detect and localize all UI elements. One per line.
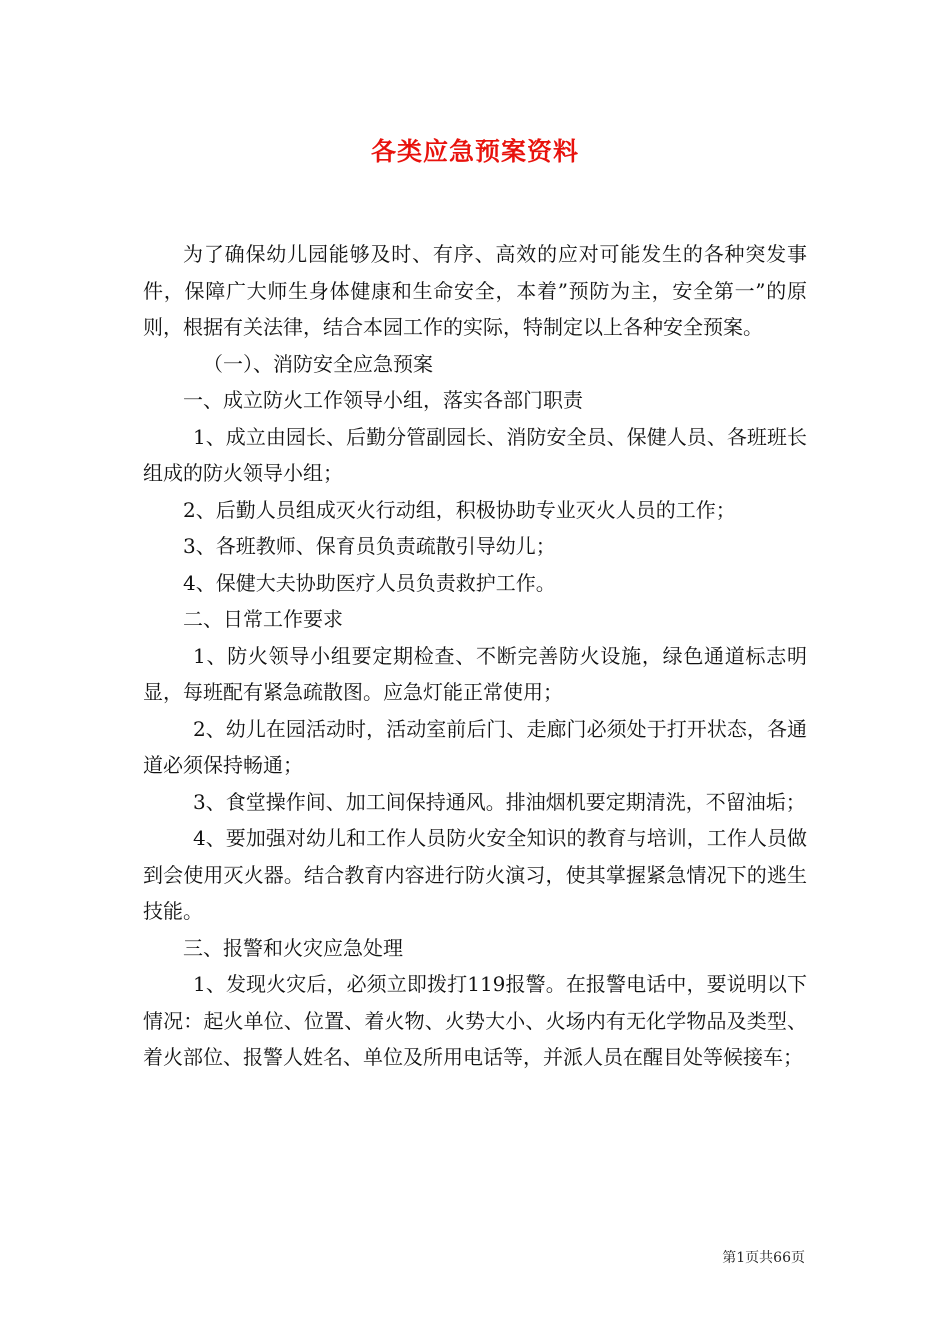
heading-daily-requirements: 二、日常工作要求 — [183, 607, 343, 631]
heading-leadership-group: 一、成立防火工作领导小组，落实各部门职责 — [183, 388, 583, 412]
list-item: 2、后勤人员组成灭火行动组，积极协助专业灭火人员的工作； — [183, 497, 736, 522]
paragraph-intro: 为了确保幼儿园能够及时、有序、高效的应对可能发生的各种突发事件，保障广大师生身体健康和生命安全，本着”预防为主，安全第一”的原则，根据有关法律，结合本园工作的实际，特制定以上各种安全预案。 — [143, 242, 807, 339]
document-body — [143, 236, 807, 1076]
page-number: 第1页共66页 — [722, 1250, 805, 1266]
list-item: 2、幼儿在园活动时，活动室前后门、走廊门必须处于打开状态，各通道必须保持畅通； — [143, 716, 807, 777]
list-item: 1、防火领导小组要定期检查、不断完善防火设施，绿色通道标志明显，每班配有紧急疏散图。应急灯能正常使用； — [143, 643, 807, 704]
list-item: 4、保健大夫协助医疗人员负责救护工作。 — [183, 570, 556, 595]
document-title: 各类应急预案资料 — [370, 137, 579, 166]
list-item: 4、要加强对幼儿和工作人员防火安全知识的教育与培训，工作人员做到会使用灭火器。结合教育内容进行防火演习，使其掌握紧急情况下的逃生技能。 — [143, 826, 807, 923]
list-item: 3、食堂操作间、加工间保持通风。排油烟机要定期清洗，不留油垢； — [193, 789, 806, 814]
list-item: 1、成立由园长、后勤分管副园长、消防安全员、保健人员、各班班长组成的防火领导小组； — [143, 424, 807, 485]
list-item: 1、发现火灾后，必须立即拨打119报警。在报警电话中，要说明以下情况：起火单位、位置、着火物、火势大小、火场内有无化学物品及类型、着火部位、报警人姓名、单位及所用电话等，并派人员在醒目处等候接车； — [143, 972, 807, 1069]
section-heading-fire-plan: （一）、消防安全应急预案 — [203, 351, 433, 376]
list-item: 3、各班教师、保育员负责疏散引导幼儿； — [183, 534, 556, 558]
heading-alarm-handling: 三、报警和火灾应急处理 — [183, 935, 403, 960]
